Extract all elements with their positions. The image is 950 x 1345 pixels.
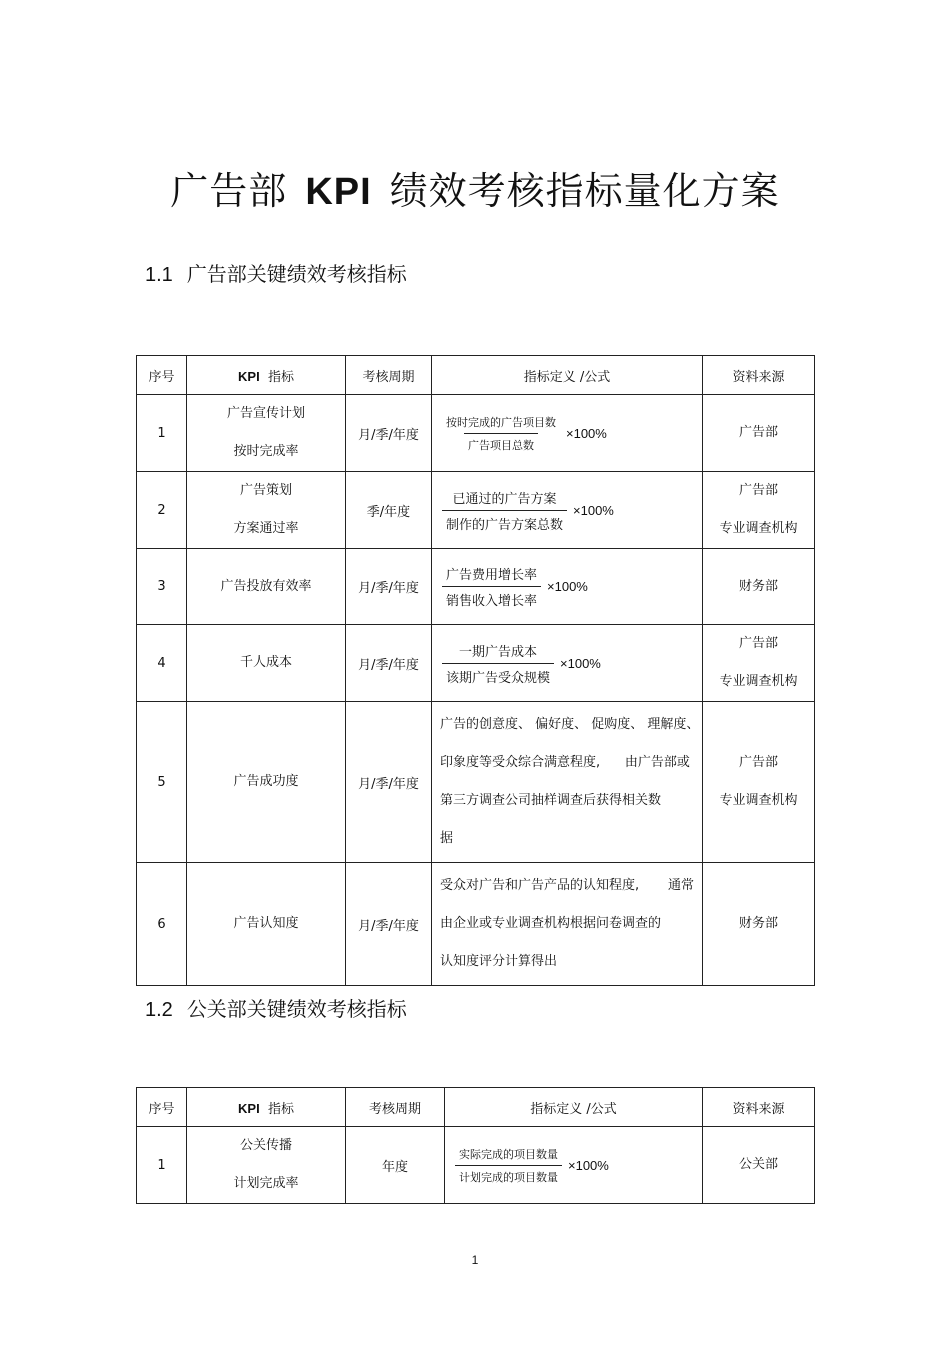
- formula-numerator: 按时完成的广告项目数: [446, 415, 556, 429]
- source-line: 广告部: [738, 483, 778, 498]
- source-line: 广告部: [738, 636, 778, 651]
- row-source: [703, 625, 815, 702]
- header-kpi-label: 指标: [267, 369, 294, 385]
- kpi-line: 公关传播: [239, 1138, 292, 1153]
- source-line: 广告部: [738, 755, 778, 770]
- section-label: 广告部关键绩效考核指标: [186, 262, 407, 286]
- row-source: [703, 395, 815, 472]
- row-no: 4: [137, 625, 187, 702]
- source-line: 财务部: [738, 578, 778, 594]
- header-source: 资料来源: [703, 356, 815, 395]
- section-label: 公关部关键绩效考核指标: [186, 997, 407, 1021]
- row-formula: [432, 625, 703, 702]
- kpi-line: 方案通过率: [233, 521, 299, 536]
- section-heading-1: [145, 258, 407, 287]
- row-no: 3: [137, 549, 187, 625]
- header-source: 资料来源: [703, 1088, 815, 1127]
- source-line: 专业调查机构: [719, 674, 798, 689]
- formula-numerator: 广告费用增长率: [446, 568, 538, 583]
- section-number: 1.1: [145, 264, 173, 286]
- row-period: 月/季/年度: [346, 549, 432, 625]
- header-kpi: [187, 1088, 346, 1127]
- header-kpi-abbr: KPI: [238, 368, 260, 384]
- source-line: 财务部: [738, 916, 778, 931]
- formula-denominator: 计划完成的项目数量: [455, 1165, 562, 1185]
- row-source: [703, 549, 815, 625]
- kpi-table-pr: [136, 1087, 815, 1204]
- row-period: 年度: [346, 1127, 445, 1204]
- formula-fraction: [442, 564, 541, 609]
- formula-multiplier: ×100%: [573, 502, 614, 518]
- table-row: [137, 395, 815, 472]
- row-formula: [432, 472, 703, 549]
- formula-fraction: [442, 414, 560, 453]
- title-suffix: 绩效考核指标量化方案: [389, 169, 780, 213]
- row-period: 月/季/年度: [346, 863, 432, 986]
- row-formula: [432, 549, 703, 625]
- formula-denominator: 广告项目总数: [464, 433, 538, 453]
- formula-multiplier: ×100%: [560, 655, 601, 671]
- row-no: 6: [137, 863, 187, 986]
- header-no: 序号: [137, 1088, 187, 1127]
- row-kpi: [187, 395, 346, 472]
- row-description: [432, 863, 703, 986]
- formula-multiplier: ×100%: [547, 579, 588, 594]
- formula-multiplier: ×100%: [568, 1157, 609, 1173]
- source-line: 公关部: [738, 1157, 778, 1172]
- row-period: 月/季/年度: [346, 625, 432, 702]
- header-kpi: [187, 356, 346, 395]
- page-title: [0, 160, 950, 215]
- row-no: 1: [137, 395, 187, 472]
- kpi-line: 广告宣传计划: [226, 406, 305, 421]
- row-no: 2: [137, 472, 187, 549]
- source-line: 专业调查机构: [719, 793, 798, 808]
- row-no: 5: [137, 702, 187, 863]
- row-formula: [432, 395, 703, 472]
- row-source: [703, 472, 815, 549]
- header-kpi-label: 指标: [267, 1101, 294, 1117]
- kpi-line: 广告成功度: [233, 774, 299, 789]
- section-heading-2: [145, 993, 407, 1022]
- row-kpi: [187, 549, 346, 625]
- row-period: 季/年度: [346, 472, 432, 549]
- table-row: [137, 472, 815, 549]
- table-row: [137, 1127, 815, 1204]
- kpi-line: 广告投放有效率: [220, 578, 312, 594]
- table-row: [137, 863, 815, 986]
- kpi-line: 广告认知度: [233, 916, 299, 931]
- table-header-row: [137, 1088, 815, 1127]
- formula-multiplier: ×100%: [566, 425, 607, 441]
- source-line: 专业调查机构: [719, 521, 798, 536]
- table-row: [137, 549, 815, 625]
- header-period: 考核周期: [346, 1088, 445, 1127]
- section-number: 1.2: [145, 999, 173, 1021]
- header-kpi-abbr: KPI: [238, 1100, 260, 1116]
- source-line: 广告部: [738, 425, 778, 440]
- row-no: 1: [137, 1127, 187, 1204]
- title-kpi: KPI: [305, 171, 372, 213]
- kpi-line: 按时完成率: [233, 444, 299, 459]
- formula-denominator: 该期广告受众规模: [442, 663, 554, 686]
- title-prefix: 广告部: [170, 169, 288, 213]
- description-line: 由企业或专业调查机构根据问卷调查的: [440, 916, 662, 931]
- description-line: 认知度评分计算得出: [440, 954, 558, 969]
- formula-fraction: [442, 641, 554, 686]
- formula-numerator: 已通过的广告方案: [452, 491, 557, 507]
- row-kpi: [187, 472, 346, 549]
- page-number: 1: [471, 1253, 479, 1267]
- kpi-table-advertising: [136, 355, 815, 986]
- row-source: [703, 1127, 815, 1204]
- header-definition: 指标定义 /公式: [445, 1088, 703, 1127]
- formula-numerator: 一期广告成本: [459, 644, 538, 660]
- row-kpi: [187, 863, 346, 986]
- table-row: [137, 702, 815, 863]
- description-line: 据: [440, 831, 454, 846]
- kpi-line: 千人成本: [239, 655, 292, 670]
- description-line: 广告的创意度、 偏好度、 促购度、 理解度、: [440, 717, 700, 732]
- row-kpi: [187, 702, 346, 863]
- description-line: 印象度等受众综合满意程度, 由广告部或: [440, 755, 690, 770]
- formula-numerator: 实际完成的项目数量: [459, 1147, 558, 1161]
- row-formula: [445, 1127, 703, 1204]
- row-period: 月/季/年度: [346, 702, 432, 863]
- description-line: 受众对广告和广告产品的认知程度, 通常: [440, 878, 695, 893]
- description-line: 第三方调查公司抽样调查后获得相关数: [440, 793, 662, 808]
- formula-fraction: [455, 1146, 562, 1185]
- row-description: [432, 702, 703, 863]
- kpi-line: 计划完成率: [233, 1176, 299, 1191]
- row-kpi: [187, 1127, 346, 1204]
- kpi-line: 广告策划: [239, 483, 292, 498]
- row-kpi: [187, 625, 346, 702]
- header-period: 考核周期: [346, 356, 432, 395]
- table-row: [137, 625, 815, 702]
- row-source: [703, 702, 815, 863]
- formula-fraction: [442, 488, 567, 533]
- row-source: [703, 863, 815, 986]
- header-definition: 指标定义 /公式: [432, 356, 703, 395]
- header-no: 序号: [137, 356, 187, 395]
- row-period: 月/季/年度: [346, 395, 432, 472]
- table-header-row: [137, 356, 815, 395]
- formula-denominator: 制作的广告方案总数: [442, 510, 567, 533]
- formula-denominator: 销售收入增长率: [442, 586, 541, 609]
